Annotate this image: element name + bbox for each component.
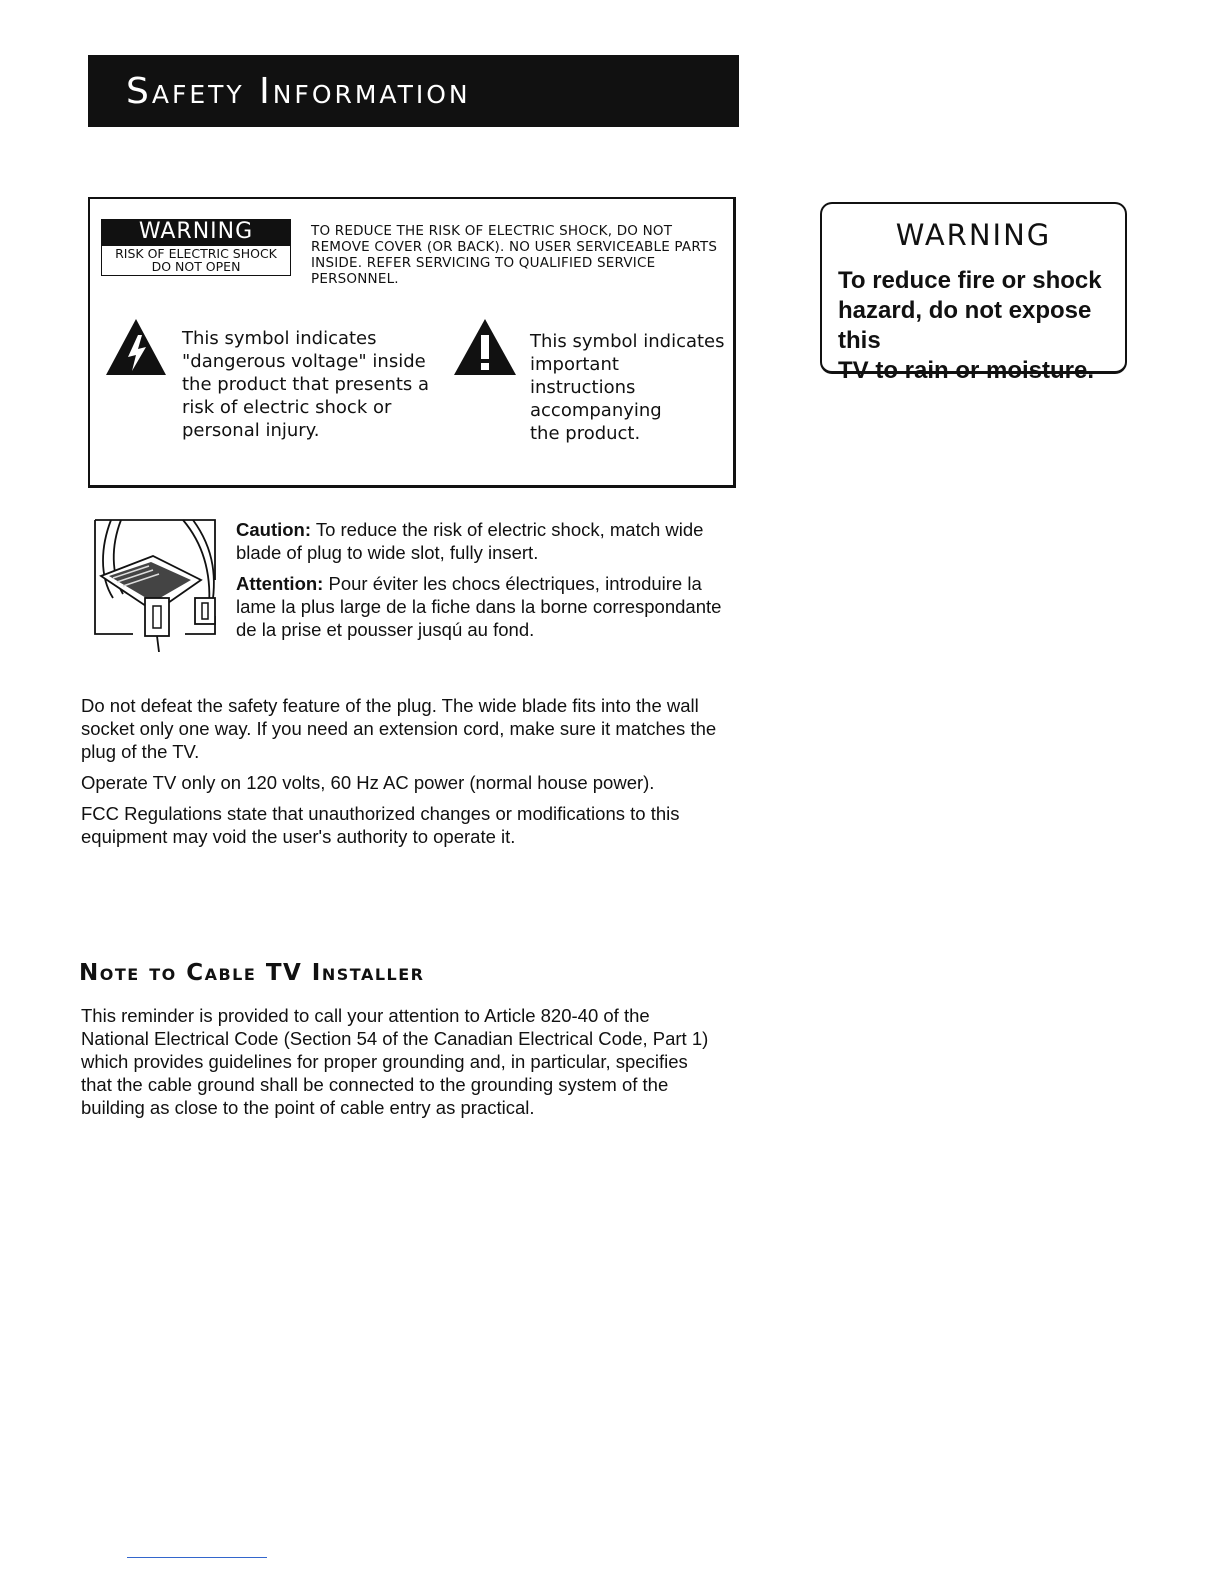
cable-note-body xyxy=(81,1004,721,1127)
page-title-bar xyxy=(88,55,739,127)
caution-paragraph: Caution: To reduce the risk of electric shock, match wide blade of plug to wide slot, fully insert. xyxy=(236,519,704,563)
warning-label-sub xyxy=(101,245,291,276)
warning-sub-line1: RISK OF ELECTRIC SHOCK xyxy=(115,246,277,261)
bottom-rule xyxy=(127,1557,267,1558)
paragraph-plug: Do not defeat the safety feature of the plug. The wide blade fits into the wall socket only one way. If you need an extension cord, make sure it matches the plug of the TV. xyxy=(81,695,717,762)
side-warning-text: To reduce fire or shock hazard, do not expose this TV to rain or moisture. xyxy=(838,267,1102,384)
warning-label xyxy=(101,219,291,276)
caution-block xyxy=(236,518,736,649)
paragraph-power: Operate TV only on 120 volts, 60 Hz AC power (normal house power). xyxy=(81,772,655,793)
attention-paragraph: Attention: Pour éviter les chocs électriques, introduire la lame la plus large de la fiche dans la borne correspondante de la prise et pousser jusqú au fond. xyxy=(236,573,722,640)
warning-label-title: WARNING xyxy=(101,219,291,245)
safety-paragraphs xyxy=(81,694,721,856)
cable-note-text: This reminder is provided to call your attention to Article 820-40 of the National Electrical Code (Section 54 of the Canadian Electrical Code, Part 1) which provides guidelines for proper grounding and, in particular, specifies that the cable ground shall be connected to the grounding system of the building as close to the point of cable entry as practical. xyxy=(81,1005,709,1118)
paragraph-fcc: FCC Regulations state that unauthorized changes or modifications to this equipment may void the user's authority to operate it. xyxy=(81,803,680,847)
warning-sub-line2: DO NOT OPEN xyxy=(151,259,241,274)
voltage-symbol-text: This symbol indicates "dangerous voltage" inside the product that presents a risk of electric shock or personal injury. xyxy=(182,328,430,441)
lightning-warning-icon xyxy=(104,317,168,377)
exclamation-warning-icon xyxy=(452,317,518,377)
instruction-symbol-text: This symbol indicates important instructions accompanying the product. xyxy=(530,331,725,444)
side-warning-box xyxy=(820,202,1127,384)
side-warning-title: WARNING xyxy=(895,218,1052,252)
polarized-plug-illustration xyxy=(93,516,223,652)
cable-note-title: Note to Cable TV Installer xyxy=(79,960,425,986)
warning-box xyxy=(88,197,736,488)
page-title: Safety Information xyxy=(126,70,471,112)
warning-caps-text: TO REDUCE THE RISK OF ELECTRIC SHOCK, DO NOT REMOVE COVER (OR BACK). NO USER SERVICEABLE PARTS INSIDE. REFER SERVICING TO QUALIFIED SERVICE PERSONNEL. xyxy=(311,223,718,287)
